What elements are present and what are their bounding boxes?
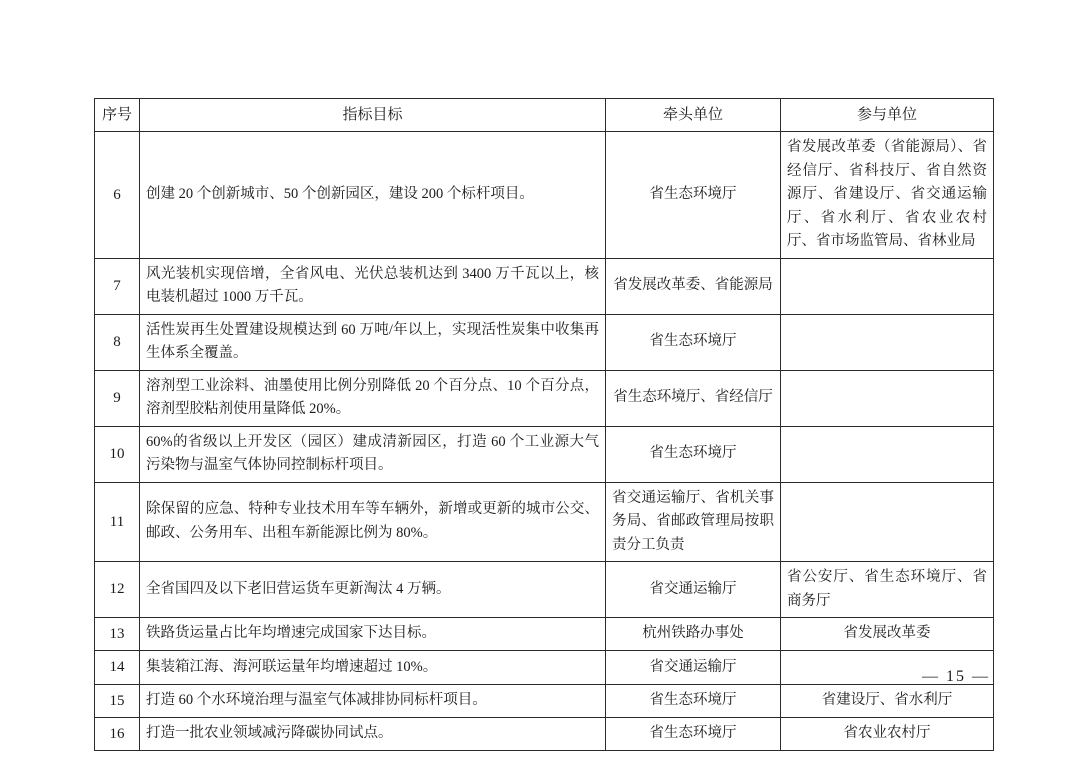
cell-lead: 省生态环境厅、省经信厅	[606, 370, 781, 426]
cell-participants	[781, 258, 994, 314]
table-header	[95, 99, 994, 132]
cell-goal: 全省国四及以下老旧营运货车更新淘汰 4 万辆。	[140, 562, 606, 618]
table-row	[95, 651, 994, 684]
column-header-lead: 牵头单位	[606, 99, 781, 132]
cell-seq: 9	[95, 370, 140, 426]
table-row	[95, 562, 994, 618]
cell-lead: 省发展改革委、省能源局	[606, 258, 781, 314]
cell-seq: 6	[95, 132, 140, 258]
cell-lead: 省交通运输厅、省机关事务局、省邮政管理局按职责分工负责	[606, 482, 781, 561]
column-header-participants: 参与单位	[781, 99, 994, 132]
table-row	[95, 684, 994, 717]
table-header-row	[95, 99, 994, 132]
cell-lead: 省交通运输厅	[606, 651, 781, 684]
table-row	[95, 314, 994, 370]
cell-seq: 15	[95, 684, 140, 717]
indicator-table-container	[94, 98, 993, 751]
cell-seq: 11	[95, 482, 140, 561]
cell-seq: 10	[95, 426, 140, 482]
cell-seq: 8	[95, 314, 140, 370]
cell-seq: 7	[95, 258, 140, 314]
column-header-seq: 序号	[95, 99, 140, 132]
table-body	[95, 132, 994, 751]
cell-seq: 13	[95, 618, 140, 651]
cell-goal: 创建 20 个创新城市、50 个创新园区，建设 200 个标杆项目。	[140, 132, 606, 258]
cell-participants: 省农业农村厅	[781, 717, 994, 750]
cell-goal: 集装箱江海、海河联运量年均增速超过 10%。	[140, 651, 606, 684]
cell-goal: 打造 60 个水环境治理与温室气体减排协同标杆项目。	[140, 684, 606, 717]
cell-lead: 省生态环境厅	[606, 717, 781, 750]
table-row	[95, 132, 994, 258]
table-row	[95, 370, 994, 426]
table-row	[95, 482, 994, 561]
cell-lead: 省交通运输厅	[606, 562, 781, 618]
cell-goal: 60%的省级以上开发区（园区）建成清新园区，打造 60 个工业源大气污染物与温室气体协同控制标杆项目。	[140, 426, 606, 482]
cell-lead: 省生态环境厅	[606, 314, 781, 370]
cell-participants	[781, 426, 994, 482]
cell-goal: 溶剂型工业涂料、油墨使用比例分别降低 20 个百分点、10 个百分点，溶剂型胶粘剂使用量降低 20%。	[140, 370, 606, 426]
table-row	[95, 426, 994, 482]
indicator-table	[94, 98, 994, 751]
cell-goal: 活性炭再生处置建设规模达到 60 万吨/年以上，实现活性炭集中收集再生体系全覆盖。	[140, 314, 606, 370]
cell-lead: 省生态环境厅	[606, 426, 781, 482]
cell-seq: 14	[95, 651, 140, 684]
cell-lead: 杭州铁路办事处	[606, 618, 781, 651]
table-row	[95, 258, 994, 314]
cell-participants: 省公安厅、省生态环境厅、省商务厅	[781, 562, 994, 618]
cell-lead: 省生态环境厅	[606, 684, 781, 717]
cell-participants: 省发展改革委（省能源局）、省经信厅、省科技厅、省自然资源厅、省建设厅、省交通运输厅、省水利厅、省农业农村厅、省市场监管局、省林业局	[781, 132, 994, 258]
page-number: — 15 —	[922, 668, 990, 685]
cell-participants	[781, 314, 994, 370]
cell-goal: 除保留的应急、特种专业技术用车等车辆外，新增或更新的城市公交、邮政、公务用车、出租车新能源比例为 80%。	[140, 482, 606, 561]
cell-seq: 12	[95, 562, 140, 618]
cell-goal: 铁路货运量占比年均增速完成国家下达目标。	[140, 618, 606, 651]
table-row	[95, 717, 994, 750]
cell-seq: 16	[95, 717, 140, 750]
cell-participants	[781, 370, 994, 426]
cell-goal: 打造一批农业领域减污降碳协同试点。	[140, 717, 606, 750]
cell-goal: 风光装机实现倍增，全省风电、光伏总装机达到 3400 万千瓦以上，核电装机超过 1000 万千瓦。	[140, 258, 606, 314]
cell-participants: 省建设厅、省水利厅	[781, 684, 994, 717]
cell-lead: 省生态环境厅	[606, 132, 781, 258]
column-header-goal: 指标目标	[140, 99, 606, 132]
cell-participants: 省发展改革委	[781, 618, 994, 651]
cell-participants	[781, 482, 994, 561]
table-row	[95, 618, 994, 651]
